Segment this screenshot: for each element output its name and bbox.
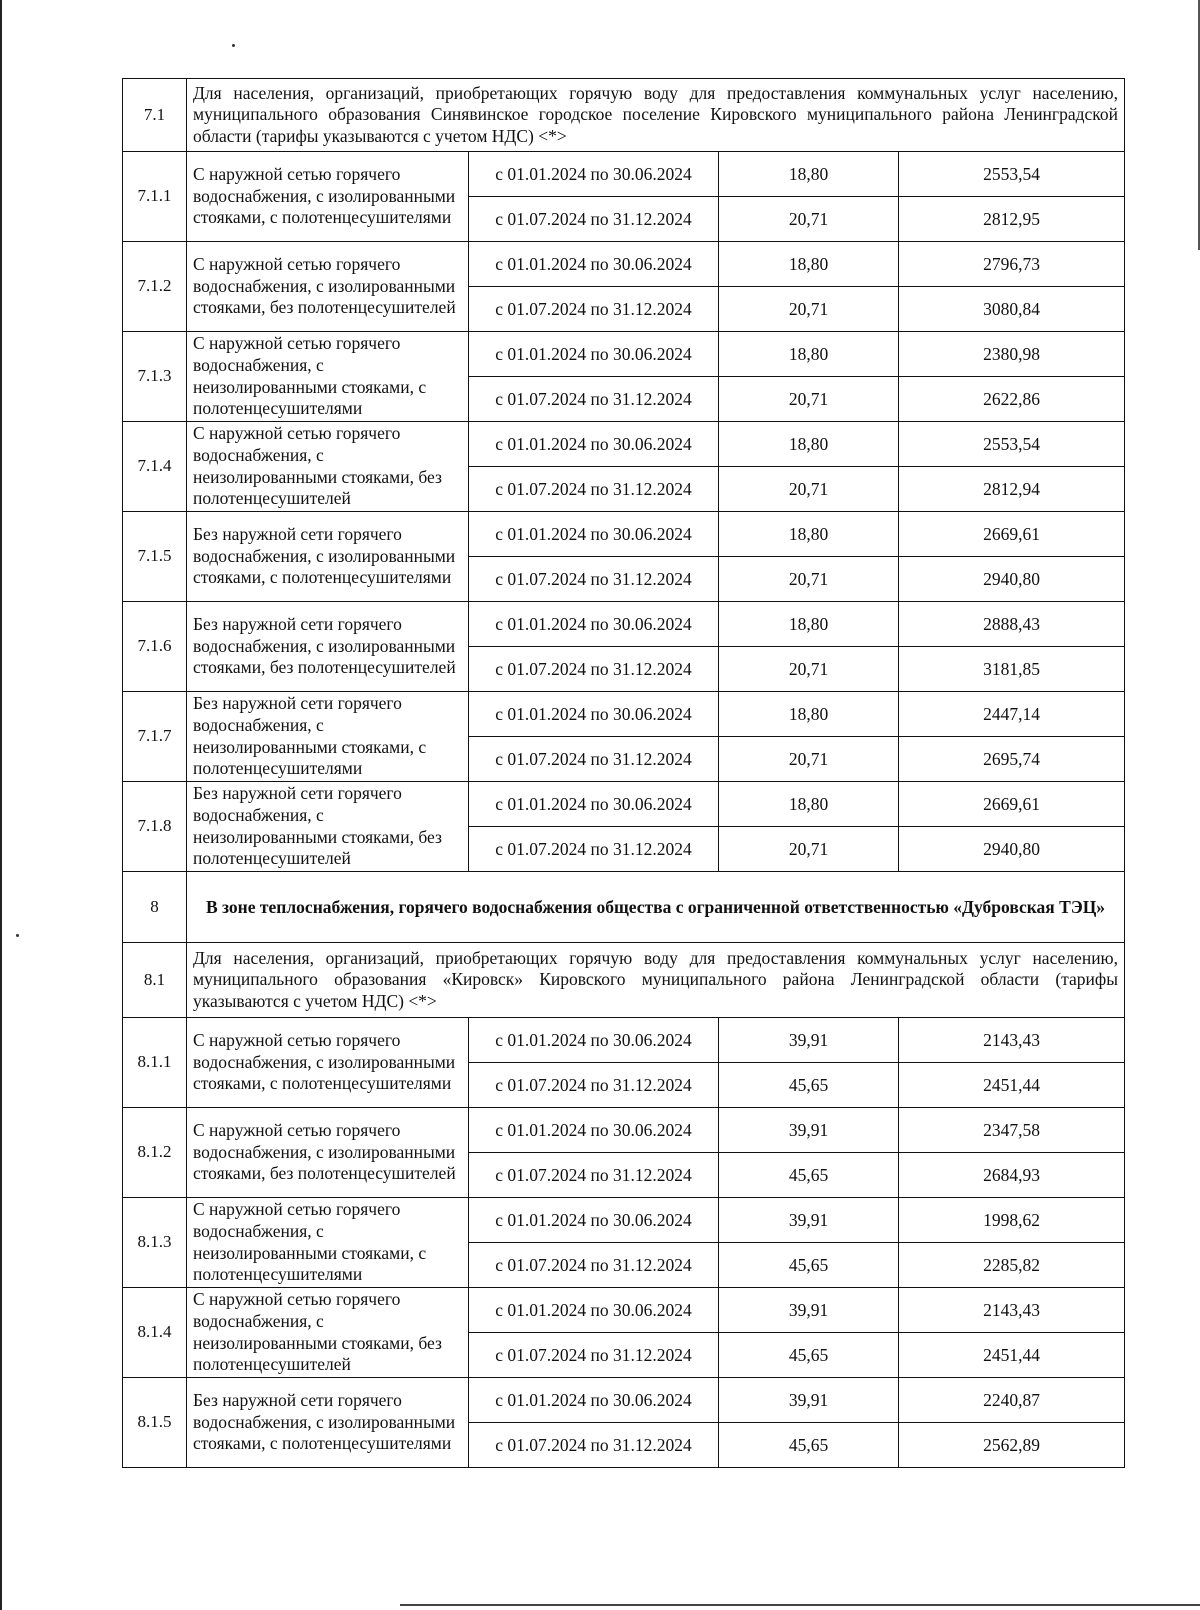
price-cell: 2562,89 [899,1423,1125,1468]
item-description: С наружной сетью горячего водоснабжения, с изолированными стояками, с полотенцесушителями [187,152,469,242]
price-cell: 2380,98 [899,332,1125,377]
period-cell: с 01.07.2024 по 31.12.2024 [469,827,719,872]
item-number: 7.1.7 [123,692,187,782]
zone-heading-text: В зоне теплоснабжения, горячего водоснабжения общества с ограниченной ответственностью «Дубровская ТЭЦ» [187,872,1125,943]
scan-edge-left [0,0,2,1610]
period-cell: с 01.01.2024 по 30.06.2024 [469,782,719,827]
period-cell: с 01.01.2024 по 30.06.2024 [469,1378,719,1423]
rate-cell: 20,71 [719,737,899,782]
rate-cell: 18,80 [719,512,899,557]
item-description: Без наружной сети горячего водоснабжения, с изолированными стояками, с полотенцесушителями [187,1378,469,1468]
period-cell: с 01.07.2024 по 31.12.2024 [469,557,719,602]
tariff-row [123,512,1125,557]
period-cell: с 01.07.2024 по 31.12.2024 [469,197,719,242]
price-cell: 2143,43 [899,1018,1125,1063]
period-cell: с 01.07.2024 по 31.12.2024 [469,1153,719,1198]
period-cell: с 01.01.2024 по 30.06.2024 [469,1198,719,1243]
period-cell: с 01.01.2024 по 30.06.2024 [469,1108,719,1153]
item-description: Без наружной сети горячего водоснабжения, с неизолированными стояками, без полотенцесушителей [187,782,469,872]
section-heading-row [123,943,1125,1018]
rate-cell: 45,65 [719,1423,899,1468]
item-number: 8.1.4 [123,1288,187,1378]
price-cell: 2940,80 [899,557,1125,602]
price-cell: 2143,43 [899,1288,1125,1333]
period-cell: с 01.01.2024 по 30.06.2024 [469,602,719,647]
item-description: С наружной сетью горячего водоснабжения, с неизолированными стояками, с полотенцесушителями [187,332,469,422]
rate-cell: 20,71 [719,827,899,872]
scan-edge-bottom [400,1604,1200,1606]
price-cell: 2451,44 [899,1333,1125,1378]
period-cell: с 01.07.2024 по 31.12.2024 [469,1333,719,1378]
item-description: С наружной сетью горячего водоснабжения, с изолированными стояками, без полотенцесушителей [187,242,469,332]
tariff-row [123,1198,1125,1243]
tariff-row [123,1108,1125,1153]
item-description: С наружной сетью горячего водоснабжения, с изолированными стояками, без полотенцесушителей [187,1108,469,1198]
rate-cell: 20,71 [719,287,899,332]
section-heading-text: Для населения, организаций, приобретающих горячую воду для предоставления коммунальных услуг населению, муниципального образования Синявинское городское поселение Кировского муниципального района Ленинградской области (тарифы указываются с учетом НДС) <*> [187,79,1125,152]
price-cell: 2695,74 [899,737,1125,782]
item-description: С наружной сетью горячего водоснабжения, с неизолированными стояками, без полотенцесушителей [187,1288,469,1378]
price-cell: 2669,61 [899,512,1125,557]
item-description: С наружной сетью горячего водоснабжения, с неизолированными стояками, без полотенцесушителей [187,422,469,512]
scan-speck [16,934,19,937]
price-cell: 2796,73 [899,242,1125,287]
rate-cell: 18,80 [719,782,899,827]
price-cell: 2447,14 [899,692,1125,737]
price-cell: 2553,54 [899,152,1125,197]
period-cell: с 01.07.2024 по 31.12.2024 [469,1063,719,1108]
item-description: С наружной сетью горячего водоснабжения, с изолированными стояками, с полотенцесушителями [187,1018,469,1108]
tariff-row [123,1288,1125,1333]
rate-cell: 18,80 [719,332,899,377]
period-cell: с 01.01.2024 по 30.06.2024 [469,242,719,287]
price-cell: 2684,93 [899,1153,1125,1198]
period-cell: с 01.01.2024 по 30.06.2024 [469,1288,719,1333]
rate-cell: 20,71 [719,647,899,692]
period-cell: с 01.07.2024 по 31.12.2024 [469,467,719,512]
tariff-row [123,422,1125,467]
period-cell: с 01.07.2024 по 31.12.2024 [469,737,719,782]
item-number: 7.1.8 [123,782,187,872]
rate-cell: 39,91 [719,1108,899,1153]
period-cell: с 01.07.2024 по 31.12.2024 [469,647,719,692]
rate-cell: 20,71 [719,377,899,422]
item-description: Без наружной сети горячего водоснабжения, с изолированными стояками, с полотенцесушителями [187,512,469,602]
price-cell: 2812,95 [899,197,1125,242]
section-heading-text: Для населения, организаций, приобретающих горячую воду для предоставления коммунальных услуг населению, муниципального образования «Кировск» Кировского муниципального района Ленинградской области (тарифы указываются с учетом НДС) <*> [187,943,1125,1018]
price-cell: 2940,80 [899,827,1125,872]
tariff-row [123,782,1125,827]
item-number: 7.1.4 [123,422,187,512]
rate-cell: 18,80 [719,242,899,287]
rate-cell: 39,91 [719,1018,899,1063]
zone-heading-row [123,872,1125,943]
tariff-row [123,332,1125,377]
rate-cell: 45,65 [719,1243,899,1288]
tariff-row [123,602,1125,647]
tariff-row [123,242,1125,287]
item-number: 8.1.2 [123,1108,187,1198]
section-heading-row [123,79,1125,152]
tariff-table [122,78,1125,1468]
period-cell: с 01.01.2024 по 30.06.2024 [469,152,719,197]
period-cell: с 01.01.2024 по 30.06.2024 [469,1018,719,1063]
rate-cell: 18,80 [719,422,899,467]
price-cell: 2669,61 [899,782,1125,827]
tariff-row [123,1378,1125,1423]
item-description: С наружной сетью горячего водоснабжения, с неизолированными стояками, с полотенцесушителями [187,1198,469,1288]
price-cell: 1998,62 [899,1198,1125,1243]
item-description: Без наружной сети горячего водоснабжения, с изолированными стояками, без полотенцесушителей [187,602,469,692]
section-8-1-body [123,943,1125,1468]
period-cell: с 01.07.2024 по 31.12.2024 [469,1243,719,1288]
rate-cell: 45,65 [719,1063,899,1108]
period-cell: с 01.07.2024 по 31.12.2024 [469,1423,719,1468]
rate-cell: 18,80 [719,602,899,647]
item-number: 8.1.1 [123,1018,187,1108]
item-number: 8.1.3 [123,1198,187,1288]
price-cell: 2347,58 [899,1108,1125,1153]
section-7-1-body [123,79,1125,872]
price-cell: 3080,84 [899,287,1125,332]
rate-cell: 39,91 [719,1198,899,1243]
rate-cell: 39,91 [719,1378,899,1423]
rate-cell: 20,71 [719,197,899,242]
section-number: 7.1 [123,79,187,152]
rate-cell: 20,71 [719,557,899,602]
period-cell: с 01.07.2024 по 31.12.2024 [469,377,719,422]
price-cell: 2285,82 [899,1243,1125,1288]
zone-8-body [123,872,1125,943]
price-cell: 2553,54 [899,422,1125,467]
period-cell: с 01.01.2024 по 30.06.2024 [469,422,719,467]
price-cell: 2622,86 [899,377,1125,422]
item-number: 7.1.6 [123,602,187,692]
rate-cell: 45,65 [719,1153,899,1198]
item-number: 7.1.3 [123,332,187,422]
section-number: 8.1 [123,943,187,1018]
period-cell: с 01.07.2024 по 31.12.2024 [469,287,719,332]
item-number: 8.1.5 [123,1378,187,1468]
price-cell: 2240,87 [899,1378,1125,1423]
rate-cell: 18,80 [719,692,899,737]
period-cell: с 01.01.2024 по 30.06.2024 [469,332,719,377]
rate-cell: 45,65 [719,1333,899,1378]
price-cell: 2888,43 [899,602,1125,647]
rate-cell: 18,80 [719,152,899,197]
item-description: Без наружной сети горячего водоснабжения, с неизолированными стояками, с полотенцесушителями [187,692,469,782]
rate-cell: 39,91 [719,1288,899,1333]
price-cell: 2812,94 [899,467,1125,512]
zone-number: 8 [123,872,187,943]
item-number: 7.1.2 [123,242,187,332]
rate-cell: 20,71 [719,467,899,512]
period-cell: с 01.01.2024 по 30.06.2024 [469,692,719,737]
tariff-row [123,692,1125,737]
tariff-row [123,152,1125,197]
tariff-row [123,1018,1125,1063]
price-cell: 2451,44 [899,1063,1125,1108]
item-number: 7.1.1 [123,152,187,242]
item-number: 7.1.5 [123,512,187,602]
scan-speck [232,44,235,47]
period-cell: с 01.01.2024 по 30.06.2024 [469,512,719,557]
price-cell: 3181,85 [899,647,1125,692]
